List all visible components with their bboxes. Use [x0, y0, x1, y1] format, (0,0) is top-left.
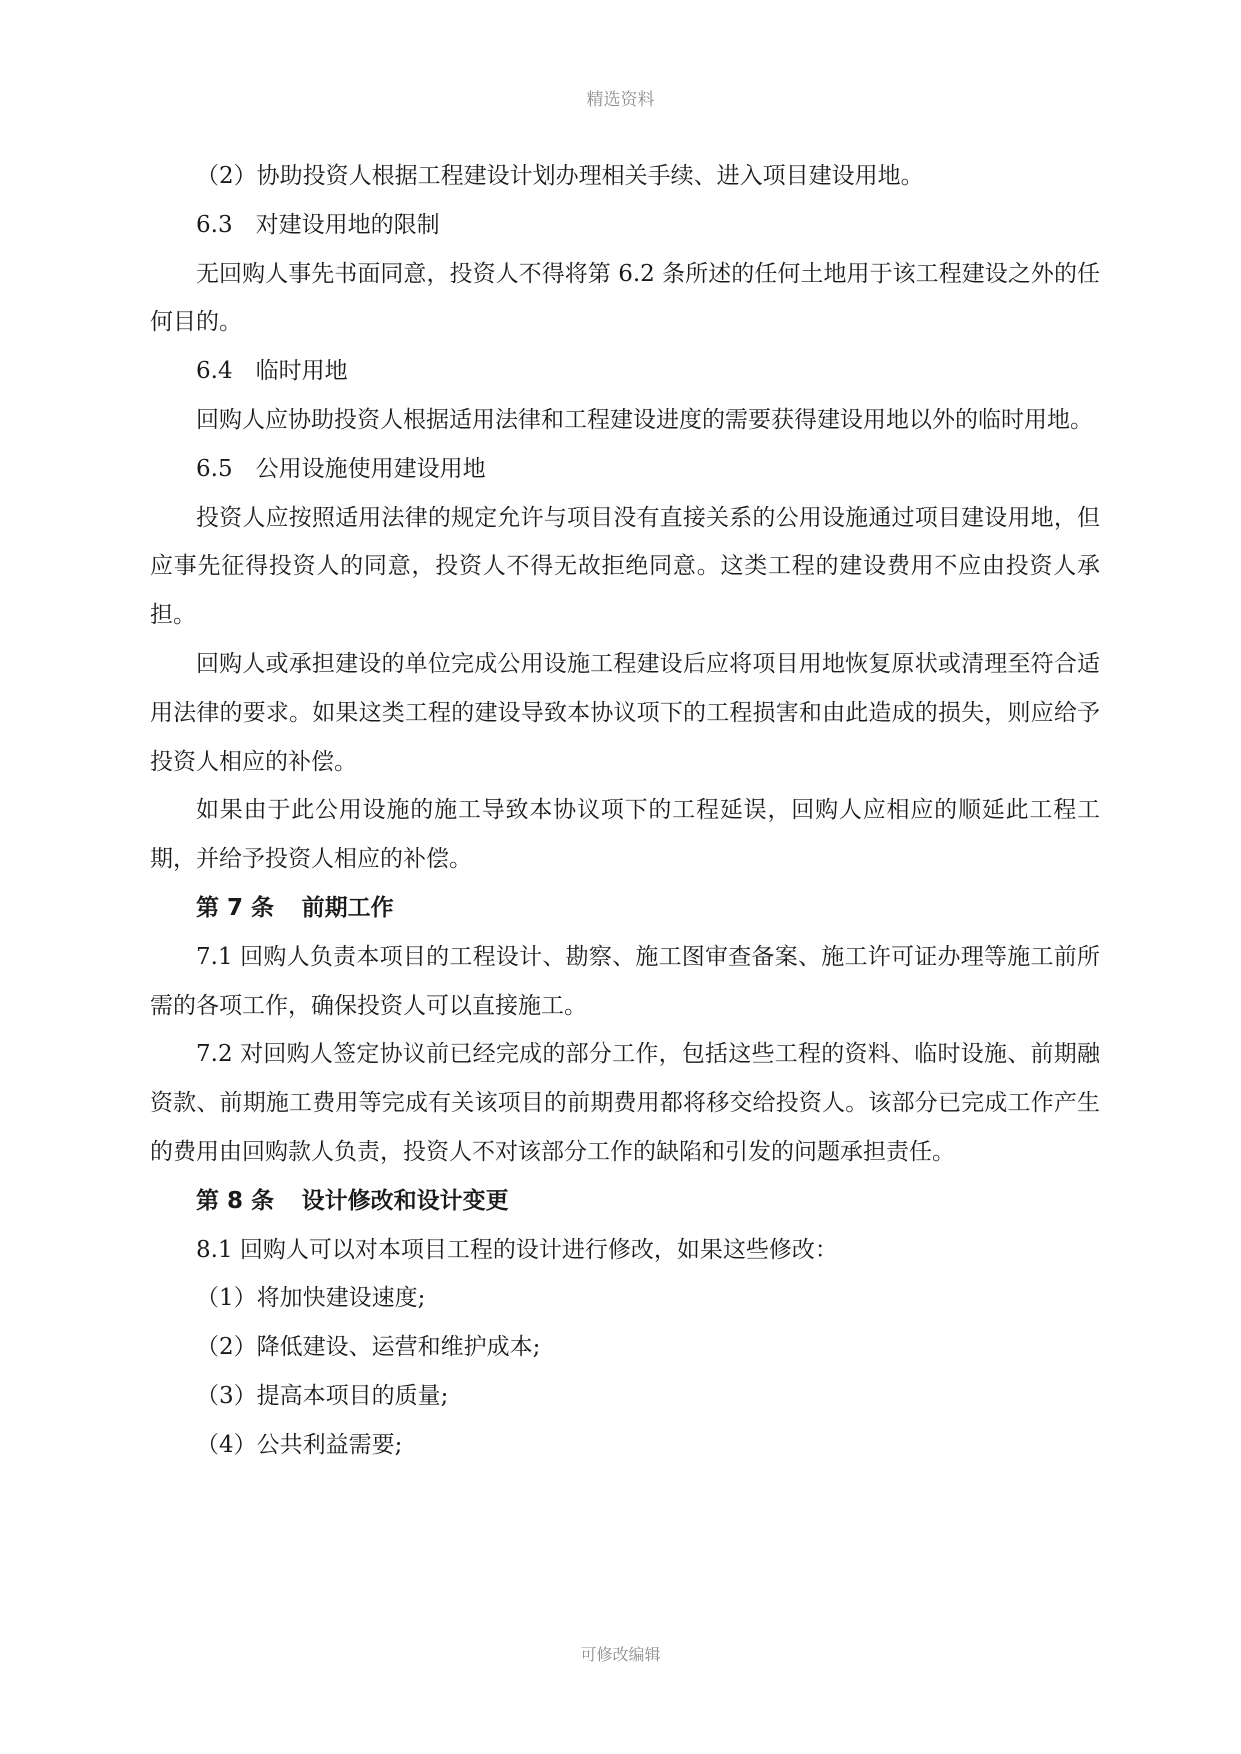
paragraph: （2）协助投资人根据工程建设计划办理相关手续、进入项目建设用地。 — [196, 163, 924, 189]
list-item: （1）将加快建设速度; — [196, 1285, 426, 1312]
list-item: （2）降低建设、运营和维护成本; — [196, 1334, 541, 1361]
article-heading-8 — [150, 1177, 1100, 1226]
article-title: 前期工作 — [301, 894, 394, 921]
list-item: （3）提高本项目的质量; — [196, 1382, 449, 1409]
page-header: 精选资料 — [586, 90, 655, 110]
article-number: 第 8 条 — [196, 1187, 275, 1214]
document-body — [150, 152, 1100, 1470]
section-title-6-3: 6.3 对建设用地的限制 — [196, 211, 440, 238]
section-title-6-5: 6.5 公用设施使用建设用地 — [196, 455, 486, 482]
section-title-6-4: 6.4 临时用地 — [196, 358, 348, 385]
list-item: （4）公共利益需要; — [196, 1431, 403, 1458]
paragraph: 回购人应协助投资人根据适用法律和工程建设进度的需要获得建设用地以外的临时用地。 — [196, 406, 1093, 433]
paragraph: 7.1 回购人负责本项目的工程设计、勘察、施工图审查备案、施工许可证办理等施工前所需的各项工作，确保投资人可以直接施工。 — [150, 943, 1100, 1019]
paragraph: 回购人或承担建设的单位完成公用设施工程建设后应将项目用地恢复原状或清理至符合适用法律的要求。如果这类工程的建设导致本协议项下的工程损害和由此造成的损失，则应给予投资人相应的补偿。 — [150, 650, 1100, 775]
paragraph: 如果由于此公用设施的施工导致本协议项下的工程延误，回购人应相应的顺延此工程工期，并给予投资人相应的补偿。 — [150, 797, 1100, 873]
paragraph: 投资人应按照适用法律的规定允许与项目没有直接关系的公用设施通过项目建设用地，但应事先征得投资人的同意，投资人不得无故拒绝同意。这类工程的建设费用不应由投资人承担。 — [150, 504, 1100, 629]
article-title: 设计修改和设计变更 — [301, 1187, 509, 1214]
paragraph: 8.1 回购人可以对本项目工程的设计进行修改，如果这些修改： — [196, 1236, 838, 1263]
article-heading-7 — [150, 884, 1100, 933]
article-number: 第 7 条 — [196, 894, 275, 921]
paragraph: 7.2 对回购人签定协议前已经完成的部分工作，包括这些工程的资料、临时设施、前期融资款、前期施工费用等完成有关该项目的前期费用都将移交给投资人。该部分已完成工作产生的费用由回购款人负责，投资人不对该部分工作的缺陷和引发的问题承担责任。 — [150, 1041, 1100, 1165]
page-footer: 可修改编辑 — [580, 1645, 661, 1664]
paragraph: 无回购人事先书面同意，投资人不得将第 6.2 条所述的任何土地用于该工程建设之外的任何目的。 — [150, 260, 1100, 336]
